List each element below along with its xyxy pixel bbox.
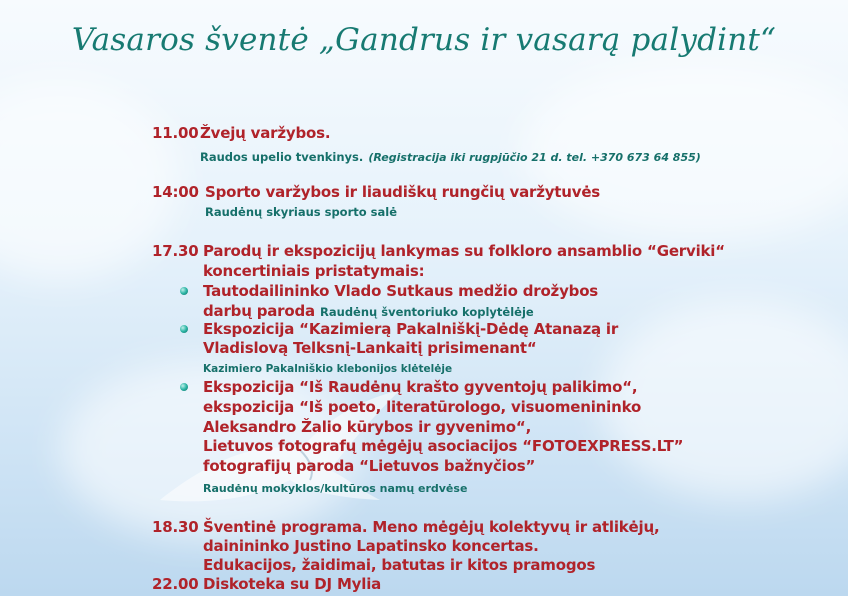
bullet-icon xyxy=(180,325,188,333)
event-title: Diskoteka su DJ Mylia xyxy=(203,575,382,593)
registration-note: (Registracija iki rugpjūčio 21 d. tel. +370 673 64 855) xyxy=(368,151,701,164)
exhibit-2-title: Ekspozicija “Kazimierą Pakalniškį-Dėdę Atanazą ir xyxy=(203,320,619,338)
event-title: Žvejų varžybos. xyxy=(200,124,331,142)
exhibit-3-line4: Lietuvos fotografų mėgėjų asociacijos “FOTOEXPRESS.LT” xyxy=(203,437,684,455)
exhibit-2-title-cont: Vladislovą Telksnį-Lankaitį prisimenant“ xyxy=(203,339,537,357)
event-place: Raudėnų skyriaus sporto salė xyxy=(205,205,398,219)
event-details xyxy=(200,146,701,165)
event-time: 17.30 xyxy=(152,242,199,260)
event-time: 14:00 xyxy=(152,183,199,201)
exhibit-1-row xyxy=(203,301,534,320)
event-time: 18.30 xyxy=(152,518,199,536)
exhibit-3-title: Ekspozicija “Iš Raudėnų krašto gyventojų palikimo“, xyxy=(203,378,638,396)
event-title: Šventinė programa. Meno mėgėjų kolektyvų ir atlikėjų, xyxy=(203,518,660,536)
event-place: Raudos upelio tvenkinys. xyxy=(200,150,364,164)
bullet-icon xyxy=(180,383,188,391)
exhibit-3-place: Raudėnų mokyklos/kultūros namų erdvėse xyxy=(203,482,468,495)
event-time: 11.00 xyxy=(152,124,199,142)
exhibit-3-line2: ekspozicija “Iš poeto, literatūrologo, visuomenininko xyxy=(203,398,642,416)
exhibit-1-title-cont: darbų paroda xyxy=(203,302,315,320)
exhibit-3-line3: Aleksandro Žalio kūrybos ir gyvenimo“, xyxy=(203,418,532,436)
exhibit-1-title: Tautodailininko Vlado Sutkaus medžio drožybos xyxy=(203,282,599,300)
event-title: Parodų ir ekspozicijų lankymas su folkloro ansamblio “Gerviki“ xyxy=(203,242,725,260)
bullet-icon xyxy=(180,287,188,295)
exhibit-1-place: Raudėnų šventoriuko koplytėlėje xyxy=(320,305,534,319)
event-title: Sporto varžybos ir liaudiškų rungčių varžytuvės xyxy=(205,183,601,201)
event-title-cont: dainininko Justino Lapatinsko koncertas. xyxy=(203,537,539,555)
event-title-cont: Edukacijos, žaidimai, batutas ir kitos pramogos xyxy=(203,556,596,574)
event-time: 22.00 xyxy=(152,575,199,593)
exhibit-2-place: Kazimiero Pakalniškio klebonijos klėtelėje xyxy=(203,363,453,375)
event-title-cont: koncertiniais pristatymais: xyxy=(203,262,425,280)
page-title: Vasaros šventė „Gandrus ir vasarą palydint“ xyxy=(71,22,777,58)
exhibit-3-line5: fotografijų paroda “Lietuvos bažnyčios” xyxy=(203,457,536,475)
